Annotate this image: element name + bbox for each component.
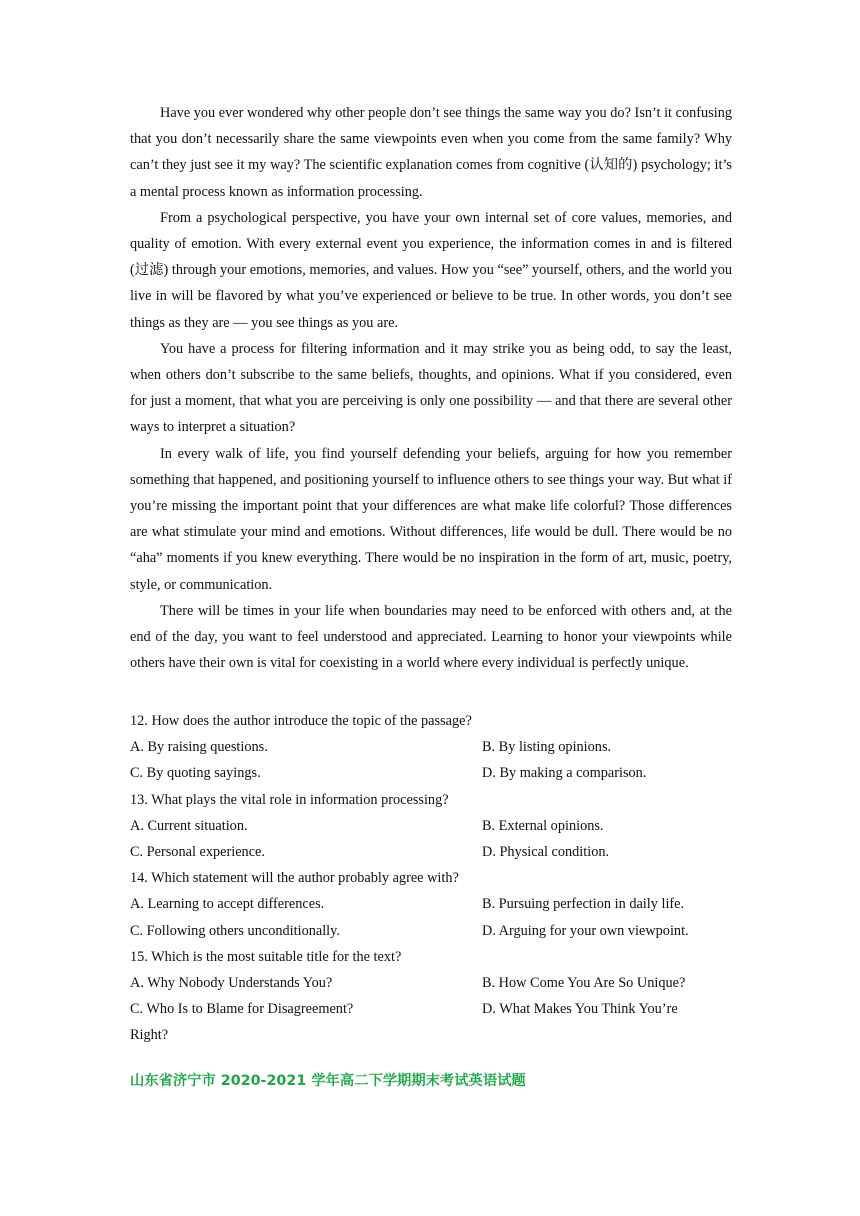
passage-paragraph: Have you ever wondered why other people don’t see things the same way you do? Isn’t it confusing that you don’t necessarily share the same viewpoints even when you come from the same family? Why can’t they just see it my way? The scientific explanation comes from cognitive (认知的) psychology; it’s a mental process known as information processing. [130,105,732,200]
option-d-continuation: Right? [130,1027,169,1044]
option-c: C. Who Is to Blame for Disagreement? [130,1001,354,1018]
passage-paragraph: In every walk of life, you find yourself defending your beliefs, arguing for how you remember something that happened, and positioning yourself to influence others to see things your way. But what if you’re missing the important point that your differences are what make life colorful? Those differences are what stimulate your mind and emotions. Without differences, life would be dull. There would be no “aha” moments if you knew everything. There would be no inspiration in the form of art, music, poetry, style, or communication. [130,445,732,593]
question-13 [130,787,732,866]
question-15 [130,944,732,1049]
passage-paragraph: From a psychological perspective, you have your own internal set of core values, memories, and quality of emotion. With every external event you experience, the information comes in and is filtered (过滤) through your emotions, memories, and values. How you “see” yourself, others, and the world you live in will be flavored by what you’ve experienced or believe to be true. In other words, you don’t see things as they are — you see things as you are. [130,209,732,331]
option-row [130,760,732,786]
option-b: B. How Come You Are So Unique? [482,974,686,991]
option-row [130,813,732,839]
option-b: B. By listing opinions. [482,739,612,756]
option-d: D. What Makes You Think You’re [482,1001,678,1018]
option-b: B. Pursuing perfection in daily life. [482,896,685,913]
option-row [130,734,732,760]
option-row [130,839,732,865]
question-stem: 14. Which statement will the author probably agree with? [130,870,459,887]
option-c: C. Personal experience. [130,843,265,860]
question-stem: 12. How does the author introduce the topic of the passage? [130,713,472,729]
exam-source-title: 山东省济宁市 2020-2021 学年高二下学期期末考试英语试题 [130,1073,526,1089]
option-a: A. Current situation. [130,817,248,834]
option-d: D. Arguing for your own viewpoint. [482,922,689,939]
option-row [130,970,732,996]
passage-paragraph: You have a process for filtering information and it may strike you as being odd, to say the least, when others don’t subscribe to the same beliefs, thoughts, and opinions. What if you considered, even for just a moment, that what you are perceiving is only one possibility — and that there are several other ways to interpret a situation? [130,340,732,436]
option-row [130,996,732,1022]
option-a: A. Learning to accept differences. [130,896,325,913]
option-row [130,891,732,917]
question-12 [130,708,732,787]
question-stem: 13. What plays the vital role in information processing? [130,791,449,808]
passage-paragraph: There will be times in your life when boundaries may need to be enforced with others and, at the end of the day, you want to feel understood and appreciated. Learning to honor your viewpoints while others have their own is vital for coexisting in a world where every individual is perfectly unique. [130,602,732,672]
reading-passage [130,100,732,676]
question-list [130,708,732,1048]
option-b: B. External opinions. [482,817,604,834]
question-14 [130,865,732,944]
option-d: D. By making a comparison. [482,765,647,782]
option-a: A. Why Nobody Understands You? [130,974,333,991]
option-a: A. By raising questions. [130,739,268,756]
option-c: C. Following others unconditionally. [130,922,340,939]
option-row [130,918,732,944]
option-d: D. Physical condition. [482,843,610,860]
option-c: C. By quoting sayings. [130,765,261,782]
question-stem: 15. Which is the most suitable title for the text? [130,948,402,965]
